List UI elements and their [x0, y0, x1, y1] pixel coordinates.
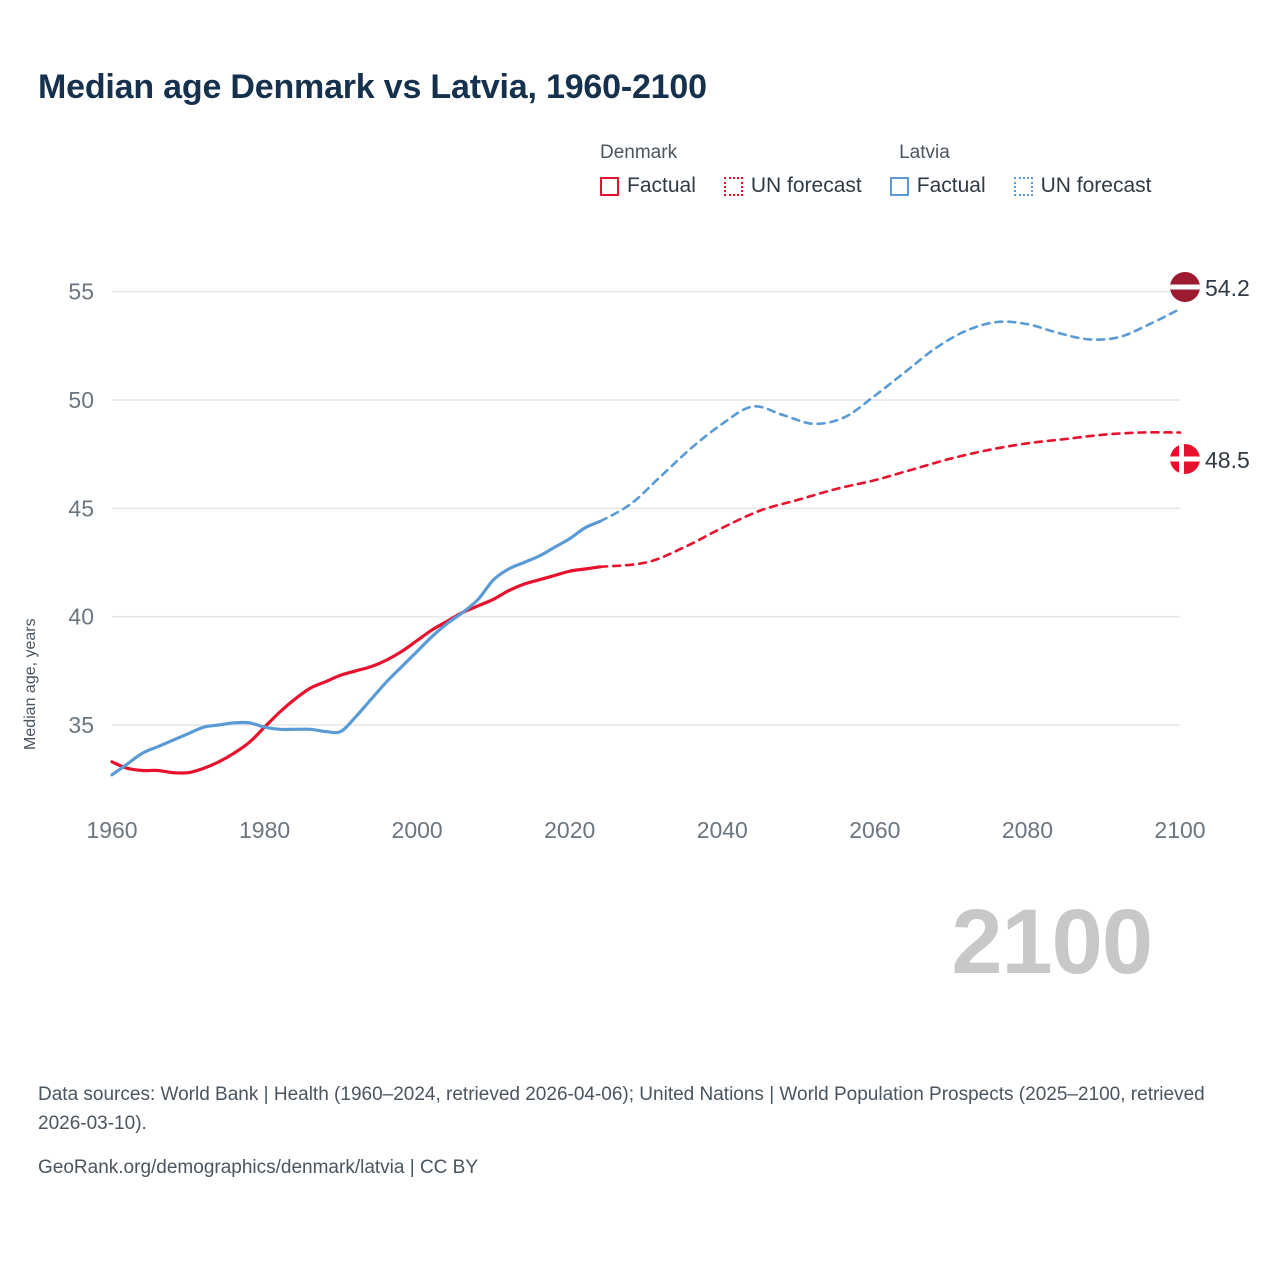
svg-text:2080: 2080 — [1001, 817, 1054, 843]
legend-group-denmark-label: Denmark — [600, 142, 678, 163]
legend-item-latvia-factual[interactable] — [890, 174, 986, 198]
svg-text:2000: 2000 — [391, 817, 443, 843]
svg-text:1980: 1980 — [238, 817, 291, 843]
legend-swatch-icon — [890, 177, 909, 196]
legend-label: UN forecast — [1040, 174, 1152, 197]
latvia-flag-icon — [1170, 272, 1200, 302]
legend-item-denmark-factual[interactable] — [600, 174, 696, 198]
legend-swatch-icon — [600, 177, 619, 196]
data-sources-text: Data sources: World Bank | Health (1960–2024, retrieved 2026-04-06); United Nations | World Population Prospects (2025–2100, retrieved 2026-03-10). — [38, 1084, 1205, 1135]
legend-swatch-icon — [1014, 177, 1033, 196]
svg-text:2040: 2040 — [696, 817, 748, 843]
legend-item-denmark-forecast[interactable] — [724, 174, 862, 198]
svg-text:40: 40 — [68, 603, 94, 630]
legend-label: Factual — [627, 174, 696, 197]
footer — [38, 1080, 1218, 1182]
denmark-end-value: 48.5 — [1205, 447, 1250, 473]
legend-group-latvia-label: Latvia — [899, 142, 950, 163]
svg-text:55: 55 — [68, 278, 94, 305]
legend-label: Factual — [916, 174, 986, 197]
legend-label: UN forecast — [750, 174, 862, 197]
svg-text:50: 50 — [68, 387, 94, 413]
legend — [600, 142, 1260, 198]
plot-area — [0, 230, 1280, 1040]
svg-text:2020: 2020 — [544, 817, 596, 843]
svg-text:1960: 1960 — [86, 817, 138, 843]
latvia-end-value: 54.2 — [1205, 275, 1250, 301]
page-title: Median age Denmark vs Latvia, 1960-2100 — [38, 68, 707, 106]
attribution-text: GeoRank.org/demographics/denmark/latvia | CC BY — [38, 1156, 479, 1178]
year-watermark: 2100 — [951, 891, 1152, 993]
svg-text:2100: 2100 — [1154, 817, 1206, 843]
svg-text:35: 35 — [68, 712, 94, 738]
svg-text:45: 45 — [68, 495, 94, 522]
denmark-flag-icon — [1170, 444, 1200, 474]
y-axis-label: Median age, years — [22, 618, 39, 750]
legend-swatch-icon — [724, 177, 743, 196]
svg-text:2060: 2060 — [849, 817, 901, 843]
legend-item-latvia-forecast[interactable] — [1014, 174, 1152, 198]
